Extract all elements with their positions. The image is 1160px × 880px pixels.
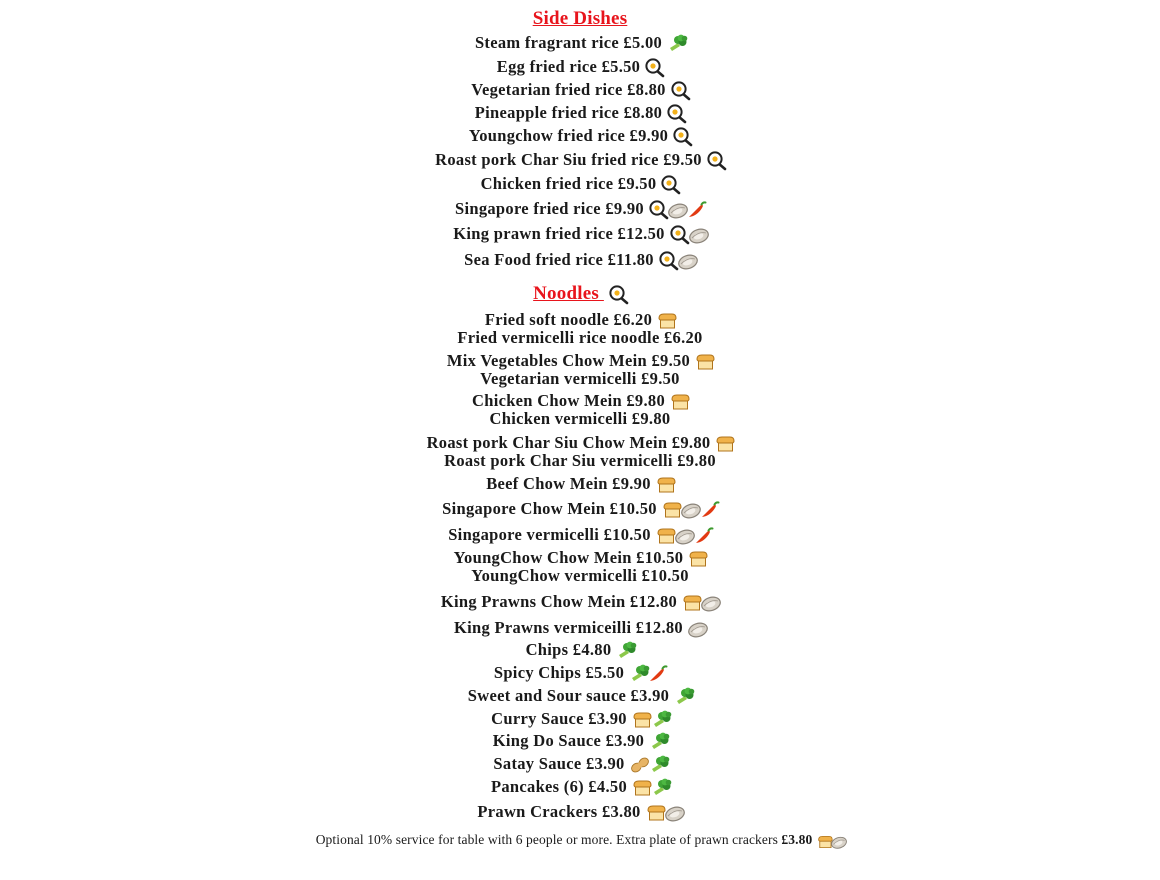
side-dish-item-text: Sea Food fried rice £11.80 bbox=[464, 250, 654, 270]
noodle-item-icons bbox=[629, 754, 667, 775]
side-dish-item-icons bbox=[658, 250, 696, 271]
side-dish-item-text: Singapore fried rice £9.90 bbox=[455, 199, 644, 219]
noodle-item-text: King Do Sauce £3.90 bbox=[492, 731, 645, 751]
side-dish-item bbox=[0, 79, 1160, 101]
noodle-item-icons bbox=[631, 777, 669, 798]
fried-egg-icon bbox=[644, 58, 666, 78]
noodle-item-text: Singapore vermicelli £10.50 bbox=[448, 525, 651, 545]
noodle-item bbox=[0, 730, 1160, 752]
side-dish-item-icons bbox=[669, 224, 707, 245]
noodle-item-text: King Prawns vermiceilli £12.80 bbox=[454, 618, 683, 638]
fried-egg-icon bbox=[672, 127, 694, 147]
broccoli-icon bbox=[666, 34, 688, 54]
noodle-item bbox=[0, 801, 1160, 823]
side-dish-item-icons bbox=[644, 57, 663, 78]
side-dish-item bbox=[0, 249, 1160, 271]
noodles-heading-icons bbox=[608, 284, 627, 306]
chili-pepper-icon bbox=[686, 200, 708, 220]
oyster-icon bbox=[830, 834, 848, 850]
side-dish-item-text: Egg fried rice £5.50 bbox=[496, 57, 641, 77]
chili-pepper-icon bbox=[699, 500, 721, 520]
side-dish-item-icons bbox=[648, 199, 705, 220]
noodle-item-text: YoungChow Chow Mein £10.50 bbox=[453, 548, 684, 568]
noodle-item-text: Satay Sauce £3.90 bbox=[493, 754, 625, 774]
oyster-icon bbox=[677, 251, 699, 271]
fried-egg-icon bbox=[706, 151, 728, 171]
side-dish-item bbox=[0, 56, 1160, 78]
noodle-item-text: Vegetarian vermicelli £9.50 bbox=[480, 369, 680, 389]
noodle-item-icons bbox=[661, 499, 718, 520]
side-dish-item-icons bbox=[666, 103, 685, 124]
noodle-item-text: Roast pork Char Siu Chow Mein £9.80 bbox=[426, 433, 711, 453]
side-dish-item-icons bbox=[706, 150, 725, 171]
broccoli-icon bbox=[648, 755, 670, 775]
side-dish-item-icons bbox=[666, 33, 685, 54]
noodle-item bbox=[0, 617, 1160, 639]
noodle-item-text: King Prawns Chow Mein £12.80 bbox=[440, 592, 678, 612]
noodle-item-text: Chicken vermicelli £9.80 bbox=[489, 409, 671, 429]
noodle-item bbox=[0, 473, 1160, 495]
noodle-item-icons bbox=[673, 686, 692, 707]
side-dish-item bbox=[0, 223, 1160, 245]
oyster-icon bbox=[664, 803, 686, 823]
noodle-item-text: Spicy Chips £5.50 bbox=[493, 663, 625, 683]
side-dish-item bbox=[0, 32, 1160, 54]
noodle-item bbox=[0, 753, 1160, 775]
noodle-item bbox=[0, 708, 1160, 730]
noodle-item bbox=[0, 368, 1160, 389]
broccoli-icon bbox=[648, 732, 670, 752]
chili-pepper-icon bbox=[647, 664, 669, 684]
noodle-item-text: Prawn Crackers £3.80 bbox=[477, 802, 641, 822]
side-dish-item-text: Vegetarian fried rice £8.80 bbox=[471, 80, 666, 100]
noodles-heading-text: Noodles bbox=[533, 283, 604, 304]
side-dish-item-text: Roast pork Char Siu fried rice £9.50 bbox=[435, 150, 702, 170]
noodle-item-text: Fried vermicelli rice noodle £6.20 bbox=[457, 328, 703, 348]
side-dish-item-icons bbox=[660, 174, 679, 195]
noodle-item-icons bbox=[645, 802, 683, 823]
service-note-text: Optional 10% service for table with 6 people or more. Extra plate of prawn crackers bbox=[315, 832, 782, 847]
broccoli-icon bbox=[673, 687, 695, 707]
noodle-item-text: Beef Chow Mein £9.90 bbox=[486, 474, 651, 494]
noodle-item-text: Fried soft noodle £6.20 bbox=[484, 310, 653, 330]
side-dish-item bbox=[0, 125, 1160, 147]
noodle-item-text: Pancakes (6) £4.50 bbox=[490, 777, 627, 797]
noodle-item bbox=[0, 591, 1160, 613]
noodle-item bbox=[0, 450, 1160, 471]
noodle-item-text: Curry Sauce £3.90 bbox=[491, 709, 627, 729]
noodle-item-text: Roast pork Char Siu vermicelli £9.80 bbox=[444, 451, 716, 471]
broccoli-icon bbox=[615, 641, 637, 661]
prawn-cracker-price: £3.80 bbox=[781, 832, 813, 847]
noodle-item bbox=[0, 565, 1160, 586]
noodle-item-icons bbox=[631, 709, 669, 730]
broccoli-icon bbox=[650, 778, 672, 798]
noodle-item-text: YoungChow vermicelli £10.50 bbox=[471, 566, 689, 586]
noodle-item-icons bbox=[655, 474, 674, 495]
fried-egg-icon bbox=[608, 285, 630, 305]
oyster-icon bbox=[700, 593, 722, 613]
service-note-icons bbox=[816, 832, 844, 850]
broccoli-icon bbox=[650, 710, 672, 730]
side-dish-item-text: Pineapple fried rice £8.80 bbox=[474, 103, 663, 123]
fried-egg-icon bbox=[670, 81, 692, 101]
oyster-icon bbox=[687, 619, 709, 639]
fried-egg-icon bbox=[660, 175, 682, 195]
side-dishes-heading-text: Side Dishes bbox=[532, 8, 628, 29]
service-note bbox=[0, 831, 1160, 850]
noodle-item-text: Mix Vegetables Chow Mein £9.50 bbox=[446, 351, 691, 371]
side-dish-item-text: Chicken fried rice £9.50 bbox=[480, 174, 657, 194]
fried-egg-icon bbox=[666, 104, 688, 124]
noodle-item-text: Chicken Chow Mein £9.80 bbox=[472, 391, 665, 411]
side-dish-item-text: Steam fragrant rice £5.00 bbox=[474, 33, 663, 53]
noodle-item-icons bbox=[615, 640, 634, 661]
noodle-item-icons bbox=[655, 525, 712, 546]
side-dishes-heading bbox=[0, 8, 1160, 30]
noodle-item-text: Singapore Chow Mein £10.50 bbox=[442, 499, 657, 519]
noodle-item bbox=[0, 639, 1160, 661]
noodle-item bbox=[0, 685, 1160, 707]
noodle-item bbox=[0, 327, 1160, 348]
side-dish-item-text: Youngchow fried rice £9.90 bbox=[468, 126, 669, 146]
side-dish-item bbox=[0, 149, 1160, 171]
side-dish-item bbox=[0, 173, 1160, 195]
noodle-item-icons bbox=[628, 663, 666, 684]
noodle-item-icons bbox=[681, 592, 719, 613]
side-dish-item-text: King prawn fried rice £12.50 bbox=[453, 224, 665, 244]
noodle-item-icons bbox=[687, 618, 706, 639]
noodle-item bbox=[0, 498, 1160, 520]
side-dish-item-icons bbox=[670, 80, 689, 101]
side-dish-item-icons bbox=[672, 126, 691, 147]
noodle-item bbox=[0, 408, 1160, 429]
side-dish-item bbox=[0, 198, 1160, 220]
noodle-item-icons bbox=[648, 731, 667, 752]
noodle-item bbox=[0, 524, 1160, 546]
noodle-item bbox=[0, 662, 1160, 684]
oyster-icon bbox=[688, 225, 710, 245]
noodles-heading bbox=[0, 283, 1160, 306]
chili-pepper-icon bbox=[693, 526, 715, 546]
noodle-item bbox=[0, 776, 1160, 798]
side-dish-item bbox=[0, 102, 1160, 124]
noodle-item-text: Chips £4.80 bbox=[525, 640, 612, 660]
noodle-item-text: Sweet and Sour sauce £3.90 bbox=[467, 686, 670, 706]
bread-icon bbox=[655, 475, 677, 495]
